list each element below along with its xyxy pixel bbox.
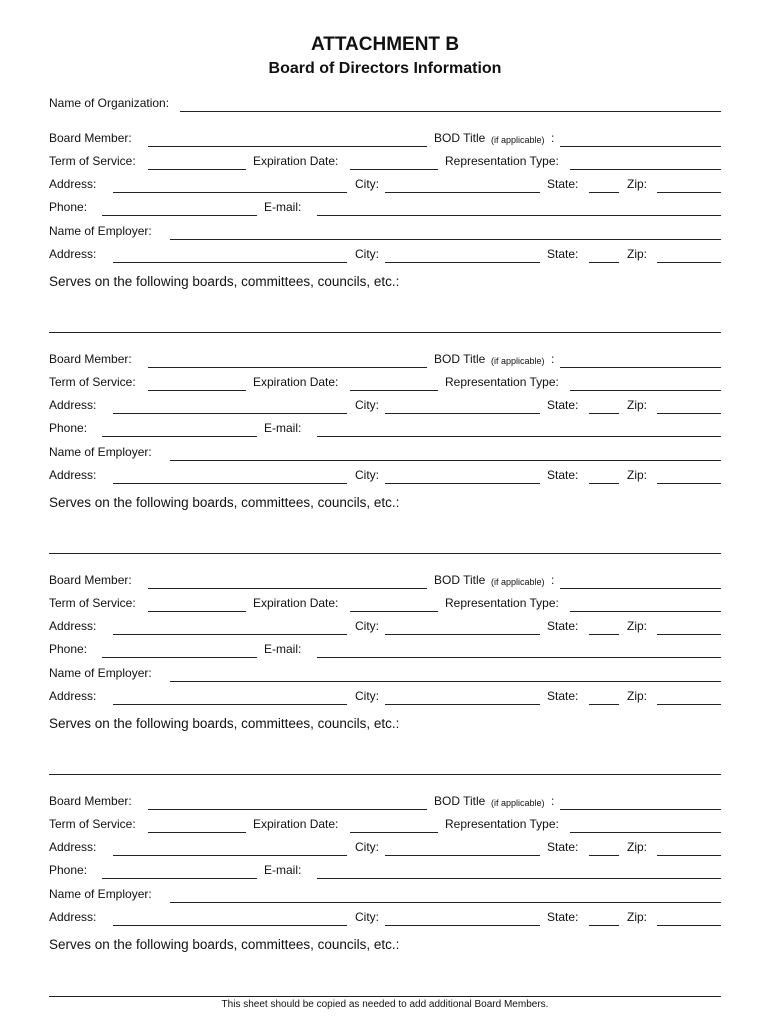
phone-label: Phone: bbox=[49, 421, 88, 435]
employer-zip-label: Zip: bbox=[627, 468, 648, 482]
bod-title-label: BOD Title bbox=[434, 352, 486, 366]
serves-field[interactable] bbox=[49, 332, 721, 333]
city-field[interactable] bbox=[385, 192, 540, 193]
expiration-field[interactable] bbox=[350, 611, 438, 612]
representation-field[interactable] bbox=[570, 611, 721, 612]
email-field[interactable] bbox=[317, 878, 721, 879]
state-label: State: bbox=[547, 398, 579, 412]
board-member-label: Board Member: bbox=[49, 794, 132, 808]
serves-field[interactable] bbox=[49, 774, 721, 775]
employer-city-field[interactable] bbox=[385, 925, 540, 926]
employer-field[interactable] bbox=[170, 239, 721, 240]
employer-zip-label: Zip: bbox=[627, 689, 648, 703]
organization-label: Name of Organization: bbox=[49, 96, 170, 110]
city-label: City: bbox=[355, 398, 379, 412]
representation-field[interactable] bbox=[570, 832, 721, 833]
expiration-field[interactable] bbox=[350, 169, 438, 170]
bod-title-colon: : bbox=[551, 573, 555, 587]
phone-label: Phone: bbox=[49, 642, 88, 656]
email-field[interactable] bbox=[317, 215, 721, 216]
bod-title-note: (if applicable) bbox=[491, 798, 545, 808]
bod-title-label: BOD Title bbox=[434, 131, 486, 145]
city-field[interactable] bbox=[385, 413, 540, 414]
employer-address-field[interactable] bbox=[113, 483, 347, 484]
organization-field[interactable] bbox=[180, 111, 721, 112]
term-label: Term of Service: bbox=[49, 154, 136, 168]
page-title: ATTACHMENT B bbox=[310, 34, 460, 55]
page-subtitle: Board of Directors Information bbox=[268, 60, 502, 77]
employer-state-field[interactable] bbox=[589, 925, 619, 926]
term-label: Term of Service: bbox=[49, 817, 136, 831]
employer-state-field[interactable] bbox=[589, 483, 619, 484]
employer-address-field[interactable] bbox=[113, 925, 347, 926]
term-field[interactable] bbox=[148, 611, 246, 612]
representation-field[interactable] bbox=[570, 390, 721, 391]
board-member-label: Board Member: bbox=[49, 352, 132, 366]
board-member-field[interactable] bbox=[148, 146, 427, 147]
employer-state-label: State: bbox=[547, 910, 579, 924]
bod-title-label: BOD Title bbox=[434, 573, 486, 587]
address-field[interactable] bbox=[113, 192, 347, 193]
employer-state-label: State: bbox=[547, 468, 579, 482]
phone-field[interactable] bbox=[102, 215, 257, 216]
address-field[interactable] bbox=[113, 855, 347, 856]
address-label: Address: bbox=[49, 177, 97, 191]
expiration-field[interactable] bbox=[350, 832, 438, 833]
employer-zip-field[interactable] bbox=[657, 262, 721, 263]
address-label: Address: bbox=[49, 619, 97, 633]
term-label: Term of Service: bbox=[49, 375, 136, 389]
phone-label: Phone: bbox=[49, 863, 88, 877]
zip-field[interactable] bbox=[657, 855, 721, 856]
bod-title-colon: : bbox=[551, 352, 555, 366]
employer-state-field[interactable] bbox=[589, 704, 619, 705]
employer-state-label: State: bbox=[547, 247, 579, 261]
email-field[interactable] bbox=[317, 436, 721, 437]
email-label: E-mail: bbox=[264, 200, 302, 214]
state-label: State: bbox=[547, 840, 579, 854]
serves-label: Serves on the following boards, committees, councils, etc.: bbox=[49, 274, 400, 289]
employer-field[interactable] bbox=[170, 460, 721, 461]
employer-label: Name of Employer: bbox=[49, 666, 152, 680]
city-field[interactable] bbox=[385, 634, 540, 635]
phone-field[interactable] bbox=[102, 878, 257, 879]
representation-label: Representation Type: bbox=[445, 154, 559, 168]
employer-city-label: City: bbox=[355, 910, 379, 924]
serves-label: Serves on the following boards, committees, councils, etc.: bbox=[49, 495, 400, 510]
address-field[interactable] bbox=[113, 413, 347, 414]
phone-field[interactable] bbox=[102, 657, 257, 658]
serves-label: Serves on the following boards, committees, councils, etc.: bbox=[49, 716, 400, 731]
bod-title-note: (if applicable) bbox=[491, 577, 545, 587]
board-member-label: Board Member: bbox=[49, 573, 132, 587]
employer-address-label: Address: bbox=[49, 468, 97, 482]
employer-zip-field[interactable] bbox=[657, 483, 721, 484]
term-field[interactable] bbox=[148, 832, 246, 833]
city-field[interactable] bbox=[385, 855, 540, 856]
address-label: Address: bbox=[49, 840, 97, 854]
employer-zip-label: Zip: bbox=[627, 910, 648, 924]
employer-address-label: Address: bbox=[49, 689, 97, 703]
state-field[interactable] bbox=[589, 855, 619, 856]
term-field[interactable] bbox=[148, 169, 246, 170]
serves-label: Serves on the following boards, committees, councils, etc.: bbox=[49, 937, 400, 952]
employer-state-field[interactable] bbox=[589, 262, 619, 263]
city-label: City: bbox=[355, 619, 379, 633]
representation-label: Representation Type: bbox=[445, 817, 559, 831]
footer-rule bbox=[49, 996, 721, 997]
zip-label: Zip: bbox=[627, 398, 648, 412]
zip-label: Zip: bbox=[627, 177, 648, 191]
employer-city-field[interactable] bbox=[385, 704, 540, 705]
board-member-label: Board Member: bbox=[49, 131, 132, 145]
phone-field[interactable] bbox=[102, 436, 257, 437]
expiration-label: Expiration Date: bbox=[253, 596, 339, 610]
email-label: E-mail: bbox=[264, 863, 302, 877]
employer-city-label: City: bbox=[355, 689, 379, 703]
employer-city-field[interactable] bbox=[385, 262, 540, 263]
representation-label: Representation Type: bbox=[445, 596, 559, 610]
bod-title-field[interactable] bbox=[560, 367, 721, 368]
employer-address-field[interactable] bbox=[113, 262, 347, 263]
board-member-field[interactable] bbox=[148, 588, 427, 589]
employer-address-label: Address: bbox=[49, 247, 97, 261]
employer-field[interactable] bbox=[170, 902, 721, 903]
representation-field[interactable] bbox=[570, 169, 721, 170]
footer-note: This sheet should be copied as needed to add additional Board Members. bbox=[221, 999, 549, 1010]
bod-title-field[interactable] bbox=[560, 809, 721, 810]
employer-label: Name of Employer: bbox=[49, 445, 152, 459]
employer-city-field[interactable] bbox=[385, 483, 540, 484]
term-label: Term of Service: bbox=[49, 596, 136, 610]
employer-state-label: State: bbox=[547, 689, 579, 703]
state-label: State: bbox=[547, 619, 579, 633]
zip-label: Zip: bbox=[627, 619, 648, 633]
bod-title-colon: : bbox=[551, 794, 555, 808]
bod-title-field[interactable] bbox=[560, 146, 721, 147]
bod-title-note: (if applicable) bbox=[491, 356, 545, 366]
expiration-label: Expiration Date: bbox=[253, 154, 339, 168]
state-field[interactable] bbox=[589, 634, 619, 635]
email-field[interactable] bbox=[317, 657, 721, 658]
bod-title-note: (if applicable) bbox=[491, 135, 545, 145]
serves-field[interactable] bbox=[49, 553, 721, 554]
employer-field[interactable] bbox=[170, 681, 721, 682]
employer-zip-field[interactable] bbox=[657, 704, 721, 705]
bod-title-colon: : bbox=[551, 131, 555, 145]
zip-field[interactable] bbox=[657, 192, 721, 193]
employer-label: Name of Employer: bbox=[49, 224, 152, 238]
representation-label: Representation Type: bbox=[445, 375, 559, 389]
employer-label: Name of Employer: bbox=[49, 887, 152, 901]
expiration-field[interactable] bbox=[350, 390, 438, 391]
employer-zip-field[interactable] bbox=[657, 925, 721, 926]
phone-label: Phone: bbox=[49, 200, 88, 214]
zip-field[interactable] bbox=[657, 634, 721, 635]
board-member-field[interactable] bbox=[148, 809, 427, 810]
bod-title-label: BOD Title bbox=[434, 794, 486, 808]
email-label: E-mail: bbox=[264, 421, 302, 435]
employer-zip-label: Zip: bbox=[627, 247, 648, 261]
zip-label: Zip: bbox=[627, 840, 648, 854]
zip-field[interactable] bbox=[657, 413, 721, 414]
term-field[interactable] bbox=[148, 390, 246, 391]
email-label: E-mail: bbox=[264, 642, 302, 656]
expiration-label: Expiration Date: bbox=[253, 817, 339, 831]
city-label: City: bbox=[355, 177, 379, 191]
address-label: Address: bbox=[49, 398, 97, 412]
employer-address-field[interactable] bbox=[113, 704, 347, 705]
bod-title-field[interactable] bbox=[560, 588, 721, 589]
expiration-label: Expiration Date: bbox=[253, 375, 339, 389]
address-field[interactable] bbox=[113, 634, 347, 635]
employer-address-label: Address: bbox=[49, 910, 97, 924]
state-field[interactable] bbox=[589, 413, 619, 414]
board-member-field[interactable] bbox=[148, 367, 427, 368]
employer-city-label: City: bbox=[355, 247, 379, 261]
state-label: State: bbox=[547, 177, 579, 191]
city-label: City: bbox=[355, 840, 379, 854]
state-field[interactable] bbox=[589, 192, 619, 193]
employer-city-label: City: bbox=[355, 468, 379, 482]
